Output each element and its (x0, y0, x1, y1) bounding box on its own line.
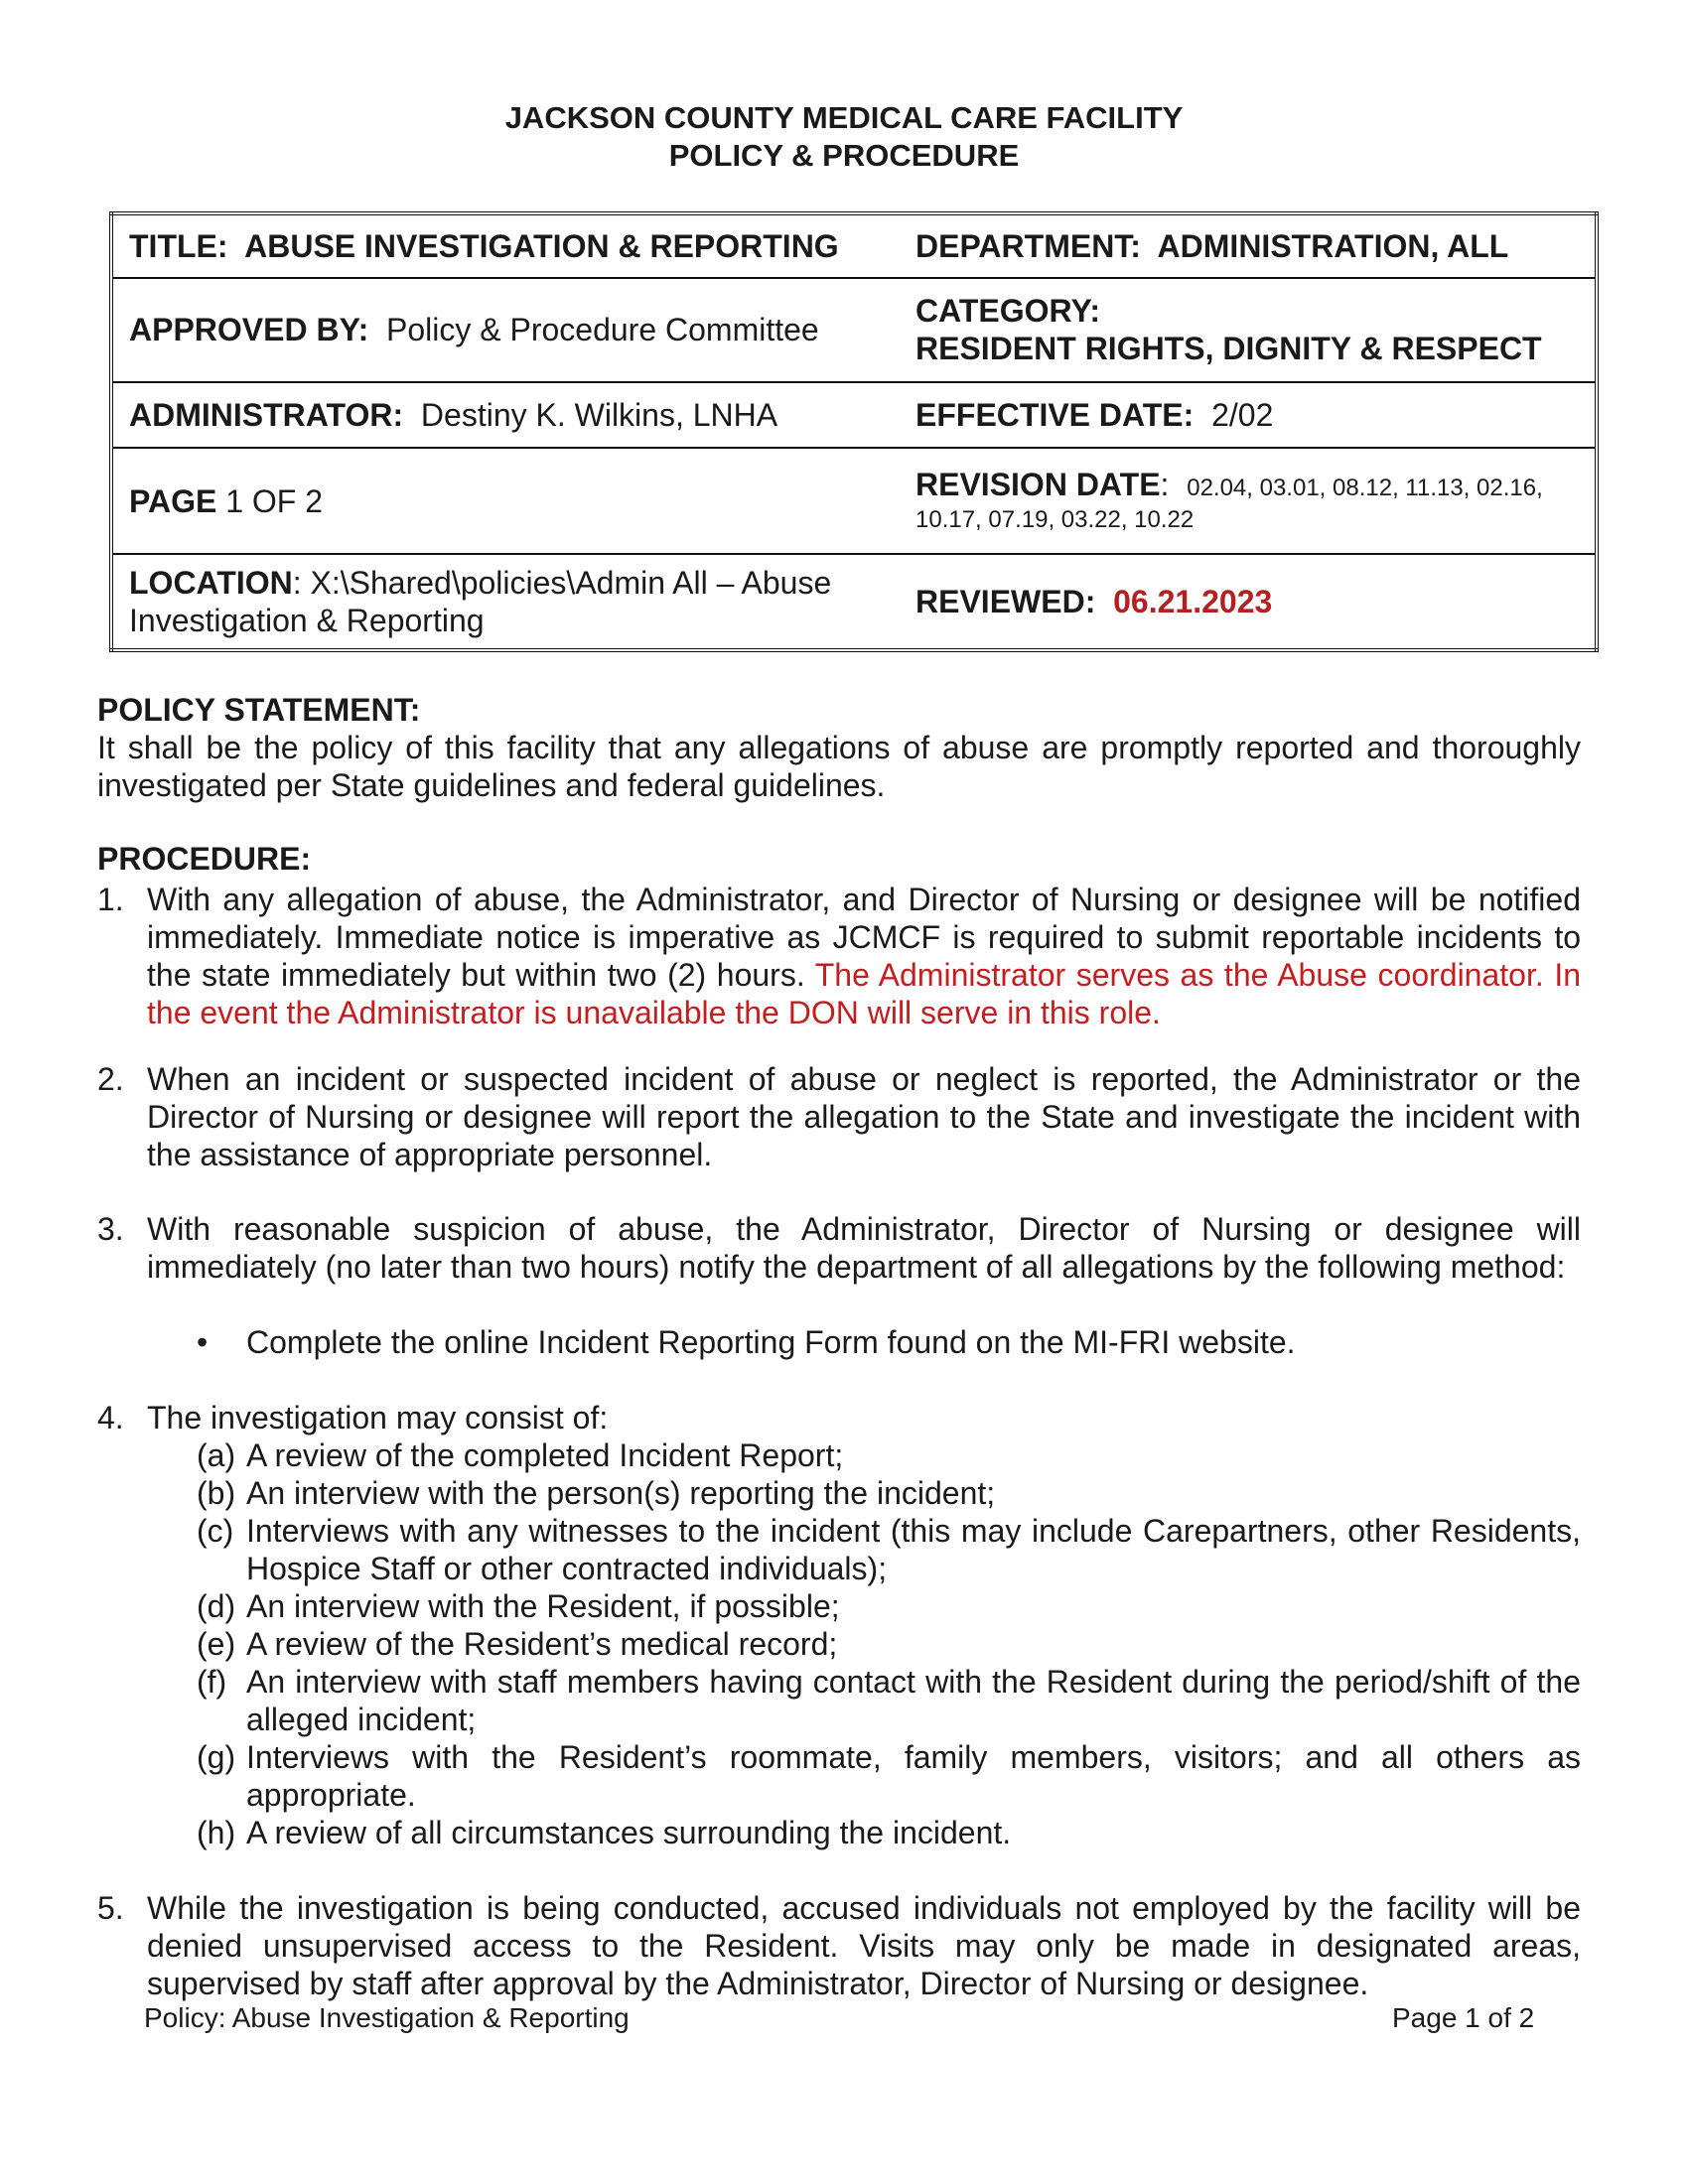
sub-item-b (197, 1474, 1581, 1512)
sub-item-text: An interview with the Resident, if possible; (246, 1588, 840, 1624)
info-row-approved (111, 278, 1597, 382)
approved-label: APPROVED BY: (129, 312, 369, 348)
item-1-text: With any allegation of abuse, the Administrator, and Director of Nursing or designee will be notified immediately. Immediate notice is imperative as JCMCF is required to submit reportable incidents to the state immediately but within two (2) hours. (147, 882, 1581, 993)
item-text (147, 881, 1581, 1031)
title-value: ABUSE INVESTIGATION & REPORTING (244, 227, 839, 264)
revision-date-label: REVISION DATE (915, 467, 1161, 503)
reviewed-cell (904, 554, 1597, 650)
sub-item-g (197, 1738, 1581, 1814)
footer-policy-name: Policy: Abuse Investigation & Reporting (144, 2002, 630, 2033)
info-row-location (111, 554, 1597, 650)
sub-item-f (197, 1663, 1581, 1738)
title-label: TITLE: (129, 227, 228, 264)
item-3-text: With reasonable suspicion of abuse, the Administrator, Director of Nursing or designee will immediately (no later than two hours) notify the department of all allegations by the following method: (147, 1211, 1581, 1285)
item-2-text: When an incident or suspected incident of abuse or neglect is reported, the Administrator or the Director of Nursing or designee will report the allegation to the State and investigate the incident with the assistance of appropriate personnel. (147, 1061, 1581, 1172)
category-value: RESIDENT RIGHTS, DIGNITY & RESPECT (915, 331, 1542, 367)
sub-item-label: (b) (197, 1475, 236, 1511)
sub-item-h (197, 1814, 1581, 1851)
effective-date-label: EFFECTIVE DATE: (915, 396, 1195, 433)
revision-date-colon: : (1160, 467, 1170, 503)
procedure-item-2 (97, 1060, 1581, 1173)
item-number: 3. (97, 1211, 124, 1247)
bullet-icon: • (197, 1324, 209, 1360)
info-row-page (111, 448, 1597, 554)
sub-item-text: Interviews with any witnesses to the incident (this may include Carepartners, other Residents, Hospice Staff or other contracted individuals); (246, 1513, 1581, 1586)
procedure-title: PROCEDURE: (97, 841, 312, 877)
procedure-item-5 (97, 1889, 1581, 2002)
department-value: ADMINISTRATION, ALL (1157, 227, 1509, 264)
revision-dates-line1: 02.04, 03.01, 08.12, 11.13, 02.16, (1187, 475, 1543, 502)
sub-item-text: An interview with the person(s) reporting the incident; (246, 1475, 996, 1511)
sub-item-text: A review of the completed Incident Report; (246, 1437, 844, 1473)
sub-item-label: (f) (197, 1664, 227, 1700)
category-label: CATEGORY: (915, 293, 1101, 330)
reviewed-date: 06.21.2023 (1113, 584, 1273, 620)
location-label: LOCATION (129, 565, 293, 602)
item-number: 2. (97, 1061, 124, 1097)
department-cell (904, 213, 1597, 278)
category-cell (904, 278, 1597, 382)
sub-item-label: (g) (197, 1739, 236, 1775)
reviewed-label: REVIEWED: (915, 584, 1096, 620)
facility-name: JACKSON COUNTY MEDICAL CARE FACILITY (504, 100, 1184, 135)
item-5-text: While the investigation is being conducted, accused individuals not employed by the facility will be denied unsupervised access to the Resident. Visits may only be made in designated areas, supervised by staff after approval by the Administrator, Director of Nursing or designee. (147, 1890, 1581, 2001)
sub-item-a (197, 1436, 1581, 1474)
policy-statement-text: It shall be the policy of this facility that any allegations of abuse are promptly reported and thoroughly investigated per State guidelines and federal guidelines. (97, 730, 1581, 803)
effective-date-value: 2/02 (1211, 396, 1274, 433)
sub-item-label: (c) (197, 1513, 234, 1549)
info-row-administrator (111, 382, 1597, 449)
info-row-title (111, 213, 1597, 278)
administrator-label: ADMINISTRATOR: (129, 396, 404, 433)
procedure-bullet (197, 1323, 1581, 1361)
sub-item-d (197, 1587, 1581, 1625)
page-cell (111, 448, 904, 554)
sub-item-label: (e) (197, 1626, 236, 1662)
sub-item-text: An interview with staff members having contact with the Resident during the period/shift of the alleged incident; (246, 1664, 1581, 1737)
sub-item-text: Interviews with the Resident’s roommate, family members, visitors; and all others as appropriate. (246, 1739, 1581, 1813)
sub-item-text: A review of the Resident’s medical record; (246, 1626, 838, 1662)
procedure-item-1 (97, 881, 1581, 1031)
page-value: 1 OF 2 (225, 482, 324, 519)
footer-page-number: Page 1 of 2 (1392, 2002, 1535, 2033)
sub-item-label: (a) (197, 1437, 236, 1473)
procedure-item-3 (97, 1210, 1581, 1286)
approved-value: Policy & Procedure Committee (386, 312, 819, 348)
approved-cell (111, 278, 904, 382)
policy-statement-title: POLICY STATEMENT: (97, 692, 421, 728)
revision-date-cell (904, 448, 1597, 554)
department-label: DEPARTMENT: (915, 227, 1141, 264)
bullet-text: Complete the online Incident Reporting Form found on the MI-FRI website. (246, 1324, 1296, 1360)
revision-dates-line2: 10.17, 07.19, 03.22, 10.22 (915, 506, 1195, 534)
procedure-item-4 (97, 1399, 1581, 1436)
location-value: : X:\Shared\policies\Admin All – Abuse Investigation & Reporting (129, 565, 832, 639)
item-4-text: The investigation may consist of: (147, 1400, 609, 1435)
sub-item-c (197, 1512, 1581, 1587)
administrator-value: Destiny K. Wilkins, LNHA (420, 396, 778, 433)
document-type: POLICY & PROCEDURE (668, 138, 1020, 173)
sub-item-text: A review of all circumstances surrounding the incident. (246, 1815, 1012, 1850)
item-number: 5. (97, 1890, 124, 1926)
administrator-cell (111, 382, 904, 449)
abuse-coordinator-note: The Administrator serves as the Abuse coordinator. In the event the Administrator is unavailable the DON will serve in this role. (147, 957, 1582, 1030)
title-cell (111, 213, 904, 278)
item-number: 4. (97, 1400, 124, 1435)
page-label: PAGE (129, 482, 217, 519)
item-number: 1. (97, 882, 124, 917)
location-cell (111, 554, 904, 650)
effective-date-cell (904, 382, 1597, 449)
policy-info-table (109, 211, 1599, 652)
sub-item-label: (h) (197, 1815, 236, 1850)
sub-item-e (197, 1625, 1581, 1663)
sub-item-label: (d) (197, 1588, 236, 1624)
